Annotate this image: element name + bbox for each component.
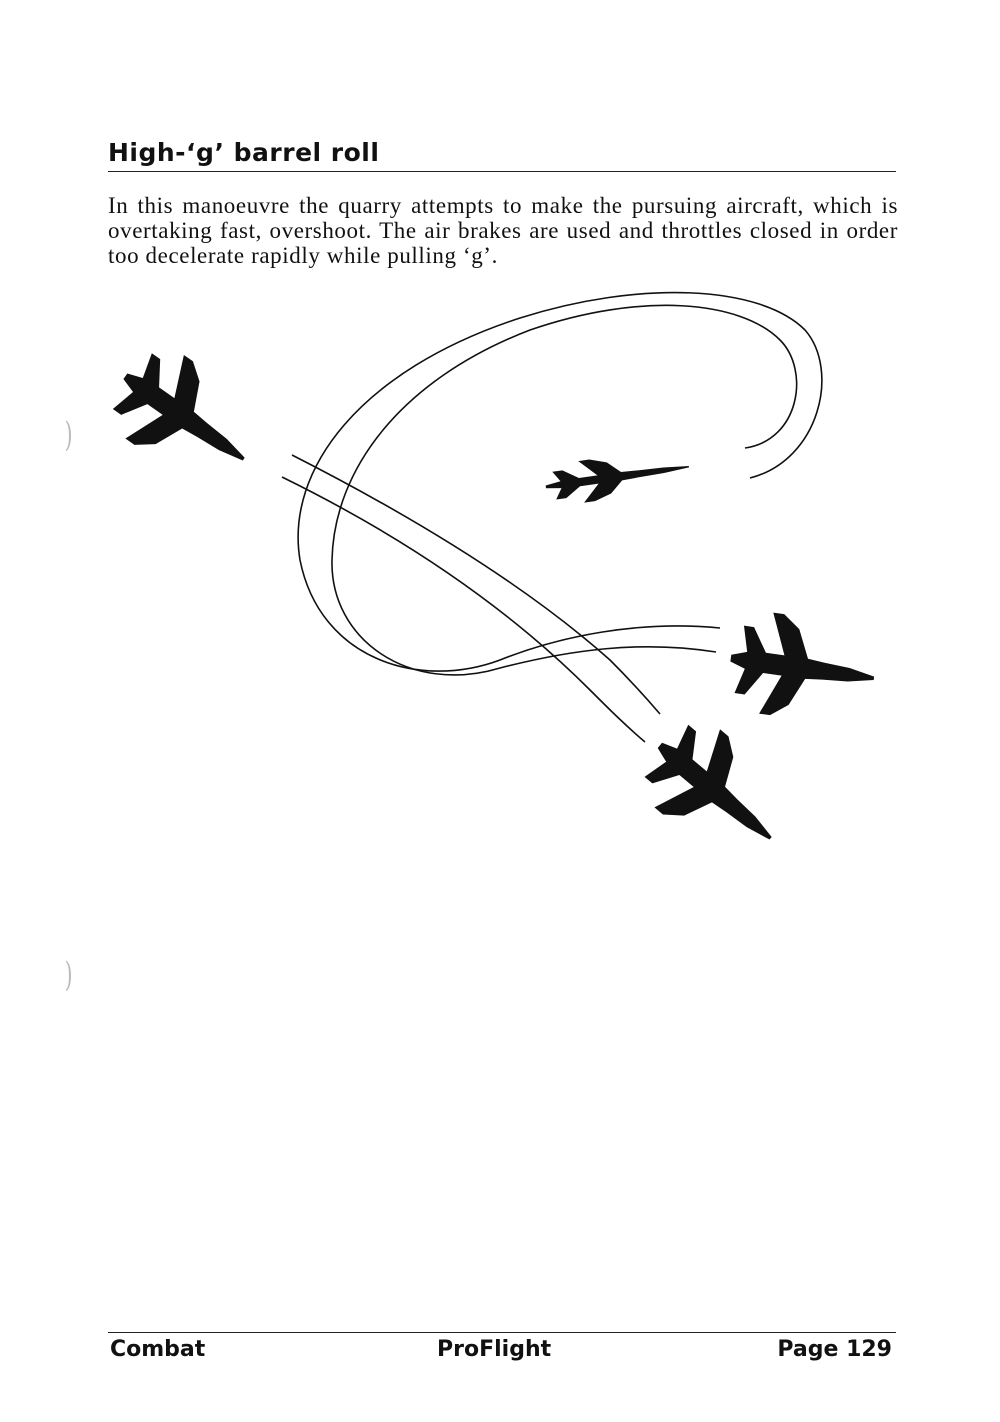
footer-product: ProFlight <box>437 1337 552 1362</box>
jet-top-left <box>96 334 273 500</box>
body-paragraph: In this manoeuvre the quarry attempts to make the pursuing aircraft, which is overtaking fast, overshoot. The air brakes are used and throttles closed in order too decelerate rapidly while pulling ‘g’. <box>108 193 898 268</box>
barrel-roll-illustration <box>0 280 1000 900</box>
binding-hole-mark: ) <box>64 955 73 995</box>
footer-page-number: Page 129 <box>777 1337 892 1362</box>
jet-inverted-center <box>543 446 692 508</box>
jet-right <box>724 608 881 729</box>
smoke-trails <box>282 293 822 742</box>
footer-chapter: Combat <box>110 1337 206 1362</box>
section-heading: High-‘g’ barrel roll <box>108 138 896 172</box>
jet-bottom <box>627 706 803 877</box>
pursuer-trail-2 <box>282 477 645 742</box>
binding-hole-mark: ) <box>64 415 73 455</box>
footer-rule <box>108 1332 896 1333</box>
